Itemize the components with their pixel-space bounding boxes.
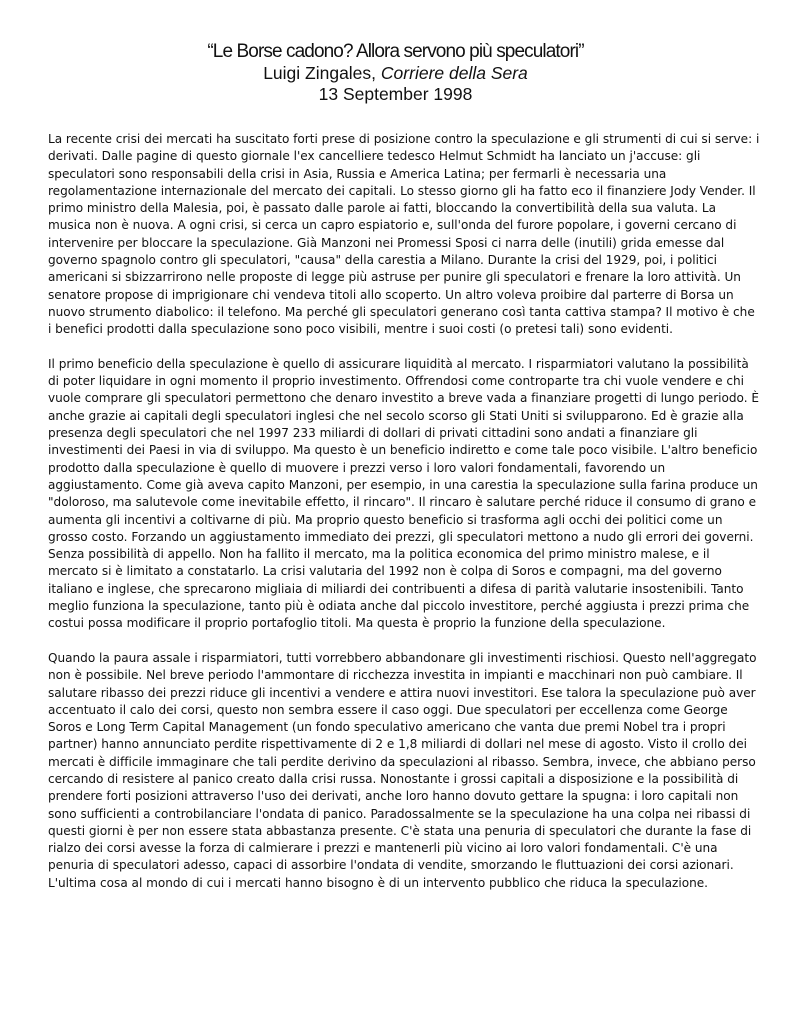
- article-header: [0, 40, 791, 105]
- article-title: “Le Borse cadono? Allora servono più speculatori”: [207, 41, 584, 62]
- publication-date: 13 September 1998: [318, 84, 473, 104]
- paragraph-1: La recente crisi dei mercati ha suscitato forti prese di posizione contro la speculazione e gli strumenti di cui si serve: i derivati. Dalle pagine di questo giornale l'ex cancelliere tedesco Helmut Schmidt ha lanciato un j'accuse: gli speculatori sono responsabili della crisi in Asia, Russia e America Latina; per fermarli è necessaria una regolamentazione internazionale del mercato dei capitali. Lo stesso giorno gli ha fatto eco il finanziere Jody Vender. Il primo ministro della Malesia, poi, è passato dalle parole ai fatti, bloccando la convertibilità della sua valuta. La musica non è nuova. A ogni crisi, si cerca un capro espiatorio e, sull'onda del furore popolare, i governi cercano di intervenire per bloccare la speculazione. Già Manzoni nei Promessi Sposi ci narra delle (inutili) grida emesse dal governo spagnolo contro gli speculatori, "causa" della carestia a Milano. Durante la crisi del 1929, poi, i politici americani si sbizzarrirono nelle proposte di legge più astruse per punire gli speculatori e frenare la loro attività. Un senatore propose di imprigionare chi vendeva titoli allo scoperto. Un altro voleva proibire dal parterre di Borsa un nuovo strumento diabolico: il telefono. Ma perché gli speculatori generano così tanta cattiva stampa? Il motivo è che i benefici prodotti dalla speculazione sono poco visibili, mentre i suoi costi (o pretesi tali) sono evidenti.: [48, 132, 760, 337]
- article-body: [48, 131, 760, 909]
- publication-name: Corriere della Sera: [380, 63, 528, 83]
- author-name: Luigi Zingales,: [263, 63, 377, 83]
- paragraph-3: Quando la paura assale i risparmiatori, tutti vorrebbero abbandonare gli investimenti rischiosi. Questo nell'aggregato non è possibile. Nel breve periodo l'ammontare di ricchezza investita in impianti e macchinari non può cambiare. Il salutare ribasso dei prezzi riduce gli incentivi a vendere e attira nuovi investitori. Ese talora la speculazione può aver accentuato il calo dei corsi, questo non sembra essere il caso oggi. Due speculatori per eccellenza come George Soros e Long Term Capital Management (un fondo speculativo americano che vanta due premi Nobel tra i propri partner) hanno annunciato perdite rispettivamente di 2 e 1,8 miliardi di dollari nel mese di agosto. Visto il crollo dei mercati è difficile immaginare che tali perdite derivino da speculazioni al ribasso. Sembra, invece, che abbiano perso cercando di resistere al panico creato dalla crisi russa. Nonostante i grossi capitali a disposizione e la possibilità di prendere forti posizioni attraverso l'uso dei derivati, anche loro hanno dovuto gettare la spugna: i loro capitali non sono sufficienti a controbilanciare l'ondata di panico. Paradossalmente se la speculazione ha una colpa nei ribassi di questi giorni è per non essere stata abbastanza presente. C'è stata una penuria di speculatori che durante la fase di rialzo dei corsi avesse la forza di calmierare i prezzi e mantenerli più vicino ai loro valori fondamentali. C'è una penuria di speculatori adesso, capaci di assorbire l'ondata di vendite, smorzando le fluttuazioni dei corsi azionari. L'ultima cosa al mondo di cui i mercati hanno bisogno è di un intervento pubblico che riduca la speculazione.: [48, 650, 757, 890]
- byline: [0, 63, 791, 84]
- paragraph-2: Il primo beneficio della speculazione è quello di assicurare liquidità al mercato. I risparmiatori valutano la possibilità di poter liquidare in ogni momento il proprio investimento. Offrendosi come controparte tra chi vuole vendere e chi vuole comprare gli speculatori permettono che denaro investito a breve vada a finanziare progetti di lungo periodo. È anche grazie ai capitali degli speculatori inglesi che nel secolo scorso gli Stati Uniti si svilupparono. Ed è grazie alla presenza degli speculatori che nel 1997 233 miliardi di dollari di privati cittadini sono andati a finanziare gli investimenti dei Paesi in via di sviluppo. Ma questo è un beneficio indiretto e come tale poco visibile. L'altro beneficio prodotto dalla speculazione è quello di muovere i prezzi verso i loro valori fondamentali, favorendo un aggiustamento. Come già aveva capito Manzoni, per esempio, in una carestia la speculazione sulla farina produce un "doloroso, ma salutevole come inevitabile effetto, il rincaro". Il rincaro è salutare perché riduce il consumo di grano e aumenta gli incentivi a coltivarne di più. Ma proprio questo beneficio si trasforma agli occhi dei politici come un grosso costo. Forzando un aggiustamento immediato dei prezzi, gli speculatori mettono a nudo gli errori dei governi. Senza possibilità di appello. Non ha fallito il mercato, ma la politica economica del primo ministro malese, e il mercato si è limitato a constatarlo. La crisi valutaria del 1992 non è colpa di Soros e compagni, ma del governo italiano e inglese, che sprecarono migliaia di miliardi dei contribuenti a difesa di parità valutarie insostenibili. Tanto meglio funziona la speculazione, tanto più è odiata anche dal piccolo investitore, perché aggiusta i prezzi prima che costui possa modificare il proprio portafoglio titoli. Ma questa è proprio la funzione della speculazione.: [48, 356, 759, 631]
